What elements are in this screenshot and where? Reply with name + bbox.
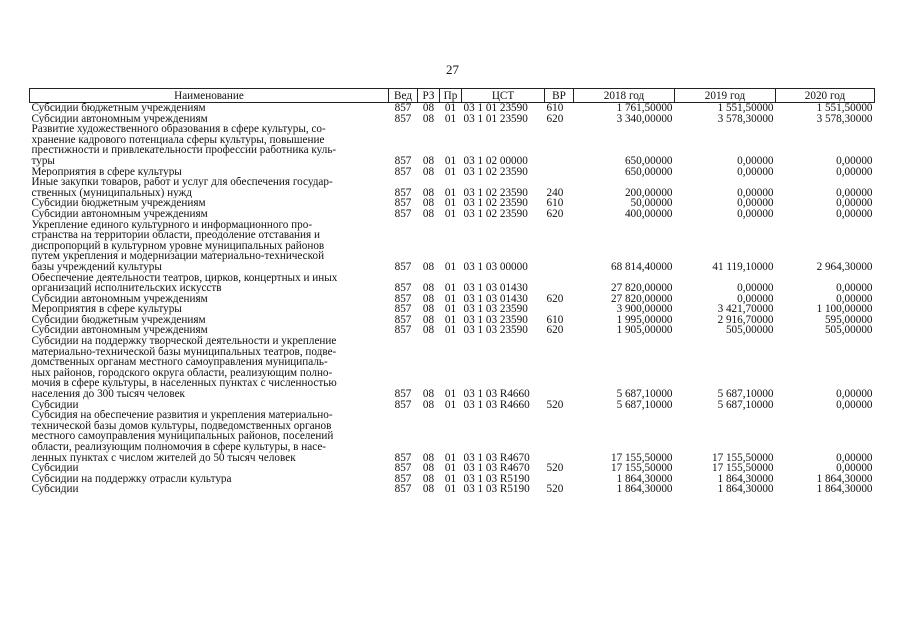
cell-ved: 857 <box>394 399 412 411</box>
cell-2019: 1 864,30000 <box>717 473 774 485</box>
cell-cst: 03 1 03 R4660 <box>463 399 530 411</box>
cell-cst: 03 1 03 R4660 <box>463 388 530 400</box>
cell-vr <box>545 124 574 166</box>
table-body <box>30 103 875 495</box>
cell-2020: 0,00000 <box>836 186 873 199</box>
cell-name <box>30 336 389 400</box>
name-line: Субсидии автономным учреждениям <box>31 113 208 125</box>
cell-2018: 1 905,00000 <box>616 325 673 337</box>
cell-cst: 03 1 03 23590 <box>463 325 528 337</box>
cell-2020: 595,00000 <box>824 314 873 326</box>
table-row <box>30 114 875 125</box>
cell-name <box>30 209 389 220</box>
cell-2020: 0,00000 <box>836 208 873 220</box>
name-line: населения до 300 тысяч человек <box>31 388 185 400</box>
cell-ved: 857 <box>394 473 412 485</box>
name-line: организаций исполнительских искусств <box>31 282 222 294</box>
name-line: странства на территории области, преодоление отставания и <box>31 229 320 242</box>
cell-2018: 27 820,00000 <box>610 282 673 294</box>
name-line: туры <box>31 154 55 167</box>
cell-rz: 08 <box>422 186 435 199</box>
name-line: Обеспечение деятельности театров, цирков, концертных и иных <box>31 272 338 284</box>
cell-cst: 03 1 03 01430 <box>463 293 528 305</box>
cell-cst: 03 1 03 R5190 <box>463 473 530 485</box>
cell-rz: 08 <box>422 304 435 315</box>
cell-2018: 1 864,30000 <box>616 484 673 495</box>
cell-name <box>30 103 389 114</box>
cell-pr: 01 <box>444 154 457 167</box>
cell-pr: 01 <box>444 484 457 495</box>
cell-2018: 50,00000 <box>630 198 673 209</box>
cell-2018: 3 900,00000 <box>616 304 673 315</box>
table-row <box>30 474 875 485</box>
cell-cst: 03 1 02 23590 <box>463 208 528 220</box>
header-2018: 2018 год <box>574 89 675 103</box>
table-row <box>30 315 875 326</box>
name-line: Субсидии <box>31 399 79 411</box>
cell-2019: 3 578,30000 <box>717 113 774 125</box>
cell-2020: 1 864,30000 <box>816 473 873 485</box>
cell-2019: 17 155,50000 <box>711 463 774 474</box>
cell-2018: 5 687,10000 <box>616 388 673 400</box>
cell-name <box>30 304 389 315</box>
table-row <box>30 167 875 178</box>
cell-vr <box>545 410 574 463</box>
cell-rz: 08 <box>422 198 435 209</box>
cell-ved: 857 <box>394 282 412 294</box>
cell-2019: 0,00000 <box>737 282 774 294</box>
table-row <box>30 410 875 463</box>
table-row <box>30 220 875 273</box>
cell-ved: 857 <box>394 208 412 220</box>
name-line: Субсидии бюджетным учреждениям <box>31 102 206 114</box>
cell-rz: 08 <box>422 208 435 220</box>
cell-rz: 08 <box>422 463 435 474</box>
cell-vr: 620 <box>546 208 564 220</box>
cell-pr: 01 <box>444 399 457 411</box>
cell-name <box>30 273 389 294</box>
cell-2018: 650,00000 <box>624 166 673 178</box>
cell-ved: 857 <box>394 186 412 199</box>
cell-2019: 0,00000 <box>737 166 774 178</box>
cell-2019: 0,00000 <box>737 293 774 305</box>
cell-2019: 505,00000 <box>725 325 774 337</box>
name-line: путем укрепления и модернизации материально-технической <box>31 250 325 263</box>
name-line: области, реализующим полномочия в сфере культуры, в насе- <box>31 441 327 453</box>
cell-2020: 0,00000 <box>836 451 873 464</box>
cell-2018: 17 155,50000 <box>610 451 673 464</box>
header-ved: Вед <box>389 89 418 103</box>
header-cst: ЦСТ <box>462 89 545 103</box>
cell-vr <box>545 304 574 315</box>
cell-ved: 857 <box>394 102 412 114</box>
cell-cst: 03 1 03 R5190 <box>463 484 530 495</box>
cell-vr: 610 <box>546 314 564 326</box>
cell-pr: 01 <box>444 451 457 464</box>
cell-vr: 610 <box>546 102 564 114</box>
cell-2020: 0,00000 <box>836 198 873 209</box>
cell-pr: 01 <box>444 198 457 209</box>
cell-pr: 01 <box>444 113 457 125</box>
cell-name <box>30 167 389 178</box>
cell-rz: 08 <box>422 293 435 305</box>
cell-ved: 857 <box>394 304 412 315</box>
cell-vr: 620 <box>546 113 564 125</box>
table-row <box>30 400 875 411</box>
cell-name <box>30 400 389 411</box>
cell-cst: 03 1 03 01430 <box>463 282 528 294</box>
name-line: ных районов, городского округа области, реализующим полно- <box>31 366 333 379</box>
table-header-row <box>30 89 875 103</box>
cell-2018: 68 814,40000 <box>610 260 673 273</box>
cell-name <box>30 315 389 326</box>
table-row <box>30 325 875 336</box>
cell-ved: 857 <box>394 260 412 273</box>
cell-rz: 08 <box>422 451 435 464</box>
cell-2020: 0,00000 <box>836 463 873 474</box>
cell-rz: 08 <box>422 388 435 400</box>
name-line: ленных пунктах с числом жителей до 50 тысяч человек <box>31 451 296 464</box>
cell-pr: 01 <box>444 463 457 474</box>
cell-2019: 3 421,70000 <box>717 304 774 315</box>
cell-2018: 27 820,00000 <box>610 293 673 305</box>
page-number: 27 <box>446 62 459 77</box>
name-line: домственных органам местного самоуправления муниципаль- <box>31 356 328 369</box>
cell-cst: 03 1 03 R4670 <box>463 463 530 474</box>
cell-rz: 08 <box>422 473 435 485</box>
cell-name <box>30 177 389 198</box>
table-row <box>30 273 875 294</box>
table-row <box>30 198 875 209</box>
name-line: Субсидии <box>31 484 79 495</box>
cell-cst: 03 1 02 00000 <box>463 154 528 167</box>
cell-2019: 5 687,10000 <box>717 388 774 400</box>
cell-pr: 01 <box>444 260 457 273</box>
cell-2019: 2 916,70000 <box>717 314 774 326</box>
cell-pr: 01 <box>444 304 457 315</box>
cell-vr: 620 <box>546 325 564 337</box>
cell-vr: 520 <box>546 399 564 411</box>
table-row <box>30 103 875 114</box>
table-row <box>30 124 875 166</box>
cell-vr <box>545 167 574 178</box>
cell-2018: 17 155,50000 <box>610 463 673 474</box>
cell-pr: 01 <box>444 102 457 114</box>
cell-2020: 0,00000 <box>836 154 873 167</box>
name-line: Субсидия на обеспечение развития и укрепления материально- <box>31 410 333 422</box>
cell-ved: 857 <box>394 166 412 178</box>
cell-2018: 3 340,00000 <box>616 113 673 125</box>
cell-name <box>30 484 389 495</box>
cell-pr: 01 <box>444 388 457 400</box>
cell-2018: 400,00000 <box>624 208 673 220</box>
cell-cst: 03 1 01 23590 <box>463 113 528 125</box>
cell-name <box>30 220 389 273</box>
cell-ved: 857 <box>394 198 412 209</box>
cell-pr: 01 <box>444 473 457 485</box>
cell-name <box>30 294 389 305</box>
cell-cst: 03 1 03 23590 <box>463 314 528 326</box>
table-row <box>30 304 875 315</box>
cell-2020: 505,00000 <box>824 325 873 337</box>
header-2019: 2019 год <box>675 89 776 103</box>
budget-table <box>29 88 875 495</box>
cell-2018: 1 995,00000 <box>616 314 673 326</box>
cell-pr: 01 <box>444 314 457 326</box>
cell-pr: 01 <box>444 208 457 220</box>
cell-pr: 01 <box>444 166 457 178</box>
name-line: престижности и привлекательности профессии работника куль- <box>31 144 337 157</box>
header-vr: ВР <box>545 89 574 103</box>
cell-ved: 857 <box>394 113 412 125</box>
cell-vr: 520 <box>546 484 564 495</box>
header-rz: РЗ <box>418 89 440 103</box>
cell-ved: 857 <box>394 463 412 474</box>
cell-2019: 0,00000 <box>737 198 774 209</box>
cell-pr: 01 <box>444 293 457 305</box>
cell-2018: 5 687,10000 <box>616 399 673 411</box>
name-line: мочия в сфере культуры, в населенных пунктах с численностью <box>31 377 337 390</box>
name-line: Мероприятия в сфере культуры <box>31 304 182 315</box>
cell-vr <box>545 273 574 294</box>
name-line: материально-технической базы муниципальных театров, подве- <box>31 345 337 358</box>
name-line: местного самоуправления муниципальных районов, поселений <box>31 430 334 443</box>
cell-2018: 200,00000 <box>624 186 673 199</box>
cell-name <box>30 410 389 463</box>
cell-ved: 857 <box>394 293 412 305</box>
cell-2019: 0,00000 <box>737 208 774 220</box>
cell-name <box>30 198 389 209</box>
cell-vr: 240 <box>546 186 564 199</box>
name-line: Субсидии автономным учреждениям <box>31 325 208 337</box>
cell-2020: 0,00000 <box>836 388 873 400</box>
name-line: ственных (муниципальных) нужд <box>31 186 192 199</box>
name-line: технической базы домов культуры, подведомственных органов <box>31 419 332 432</box>
name-line: хранение кадрового потенциала сферы культуры, повышение <box>31 133 325 146</box>
cell-rz: 08 <box>422 325 435 337</box>
name-line: Субсидии автономным учреждениям <box>31 208 208 220</box>
cell-rz: 08 <box>422 260 435 273</box>
table-row <box>30 209 875 220</box>
cell-vr <box>545 220 574 273</box>
cell-vr: 610 <box>546 198 564 209</box>
name-line: Субсидии на поддержку творческой деятельности и укрепление <box>31 336 337 348</box>
header-name: Наименование <box>30 89 389 103</box>
cell-ved: 857 <box>394 451 412 464</box>
cell-2019: 1 864,30000 <box>717 484 774 495</box>
cell-cst: 03 1 02 23590 <box>463 186 528 199</box>
cell-name <box>30 124 389 166</box>
cell-cst: 03 1 03 R4670 <box>463 451 530 464</box>
cell-2018: 1 864,30000 <box>616 473 673 485</box>
cell-ved: 857 <box>394 388 412 400</box>
name-line: диспропорций в культурном уровне муниципальных районов <box>31 239 325 252</box>
table-row <box>30 177 875 198</box>
cell-cst: 03 1 02 23590 <box>463 166 528 178</box>
name-line: Субсидии <box>31 463 79 474</box>
cell-2020: 1 551,50000 <box>816 102 873 114</box>
cell-vr: 520 <box>546 463 564 474</box>
cell-vr <box>545 336 574 400</box>
cell-2019: 0,00000 <box>737 186 774 199</box>
cell-cst: 03 1 03 23590 <box>463 304 528 315</box>
cell-2020: 1 864,30000 <box>816 484 873 495</box>
cell-2020: 3 578,30000 <box>816 113 873 125</box>
cell-ved: 857 <box>394 484 412 495</box>
table-row <box>30 336 875 400</box>
name-line: Субсидии автономным учреждениям <box>31 293 208 305</box>
cell-name <box>30 114 389 125</box>
cell-2019: 41 119,10000 <box>712 260 774 273</box>
cell-2019: 1 551,50000 <box>717 102 774 114</box>
name-line: Субсидии бюджетным учреждениям <box>31 198 206 209</box>
header-pr: Пр <box>440 89 462 103</box>
name-line: базы учреждений культуры <box>31 260 162 273</box>
header-2020: 2020 год <box>776 89 875 103</box>
cell-name <box>30 463 389 474</box>
table-row <box>30 294 875 305</box>
cell-vr: 620 <box>546 293 564 305</box>
name-line: Укрепление единого культурного и информационного про- <box>31 219 313 231</box>
cell-2019: 5 687,10000 <box>717 399 774 411</box>
cell-rz: 08 <box>422 399 435 411</box>
name-line: Субсидии бюджетным учреждениям <box>31 314 206 326</box>
cell-2019: 0,00000 <box>737 154 774 167</box>
cell-2018: 1 761,50000 <box>616 102 673 114</box>
cell-rz: 08 <box>422 154 435 167</box>
cell-vr <box>545 474 574 485</box>
name-line: Субсидии на поддержку отрасли культура <box>31 473 232 485</box>
cell-rz: 08 <box>422 166 435 178</box>
cell-2019: 17 155,50000 <box>711 451 774 464</box>
cell-2018: 650,00000 <box>624 154 673 167</box>
cell-pr: 01 <box>444 282 457 294</box>
cell-2020: 1 100,00000 <box>816 304 873 315</box>
cell-2020: 0,00000 <box>836 399 873 411</box>
cell-rz: 08 <box>422 102 435 114</box>
cell-cst: 03 1 03 00000 <box>463 260 528 273</box>
cell-pr: 01 <box>444 186 457 199</box>
cell-rz: 08 <box>422 113 435 125</box>
cell-ved: 857 <box>394 314 412 326</box>
cell-ved: 857 <box>394 325 412 337</box>
cell-2020: 2 964,30000 <box>816 260 873 273</box>
cell-name <box>30 474 389 485</box>
cell-name <box>30 325 389 336</box>
table-row <box>30 484 875 495</box>
cell-rz: 08 <box>422 282 435 294</box>
name-line: Развитие художественного образования в сфере культуры, со- <box>31 124 326 136</box>
cell-rz: 08 <box>422 484 435 495</box>
name-line: Мероприятия в сфере культуры <box>31 166 182 178</box>
cell-cst: 03 1 02 23590 <box>463 198 528 209</box>
cell-pr: 01 <box>444 325 457 337</box>
cell-ved: 857 <box>394 154 412 167</box>
cell-2020: 0,00000 <box>836 166 873 178</box>
cell-2020: 0,00000 <box>836 293 873 305</box>
cell-cst: 03 1 01 23590 <box>463 102 528 114</box>
table-row <box>30 463 875 474</box>
cell-2020: 0,00000 <box>836 282 873 294</box>
cell-rz: 08 <box>422 314 435 326</box>
name-line: Иные закупки товаров, работ и услуг для обеспечения государ- <box>31 177 333 189</box>
